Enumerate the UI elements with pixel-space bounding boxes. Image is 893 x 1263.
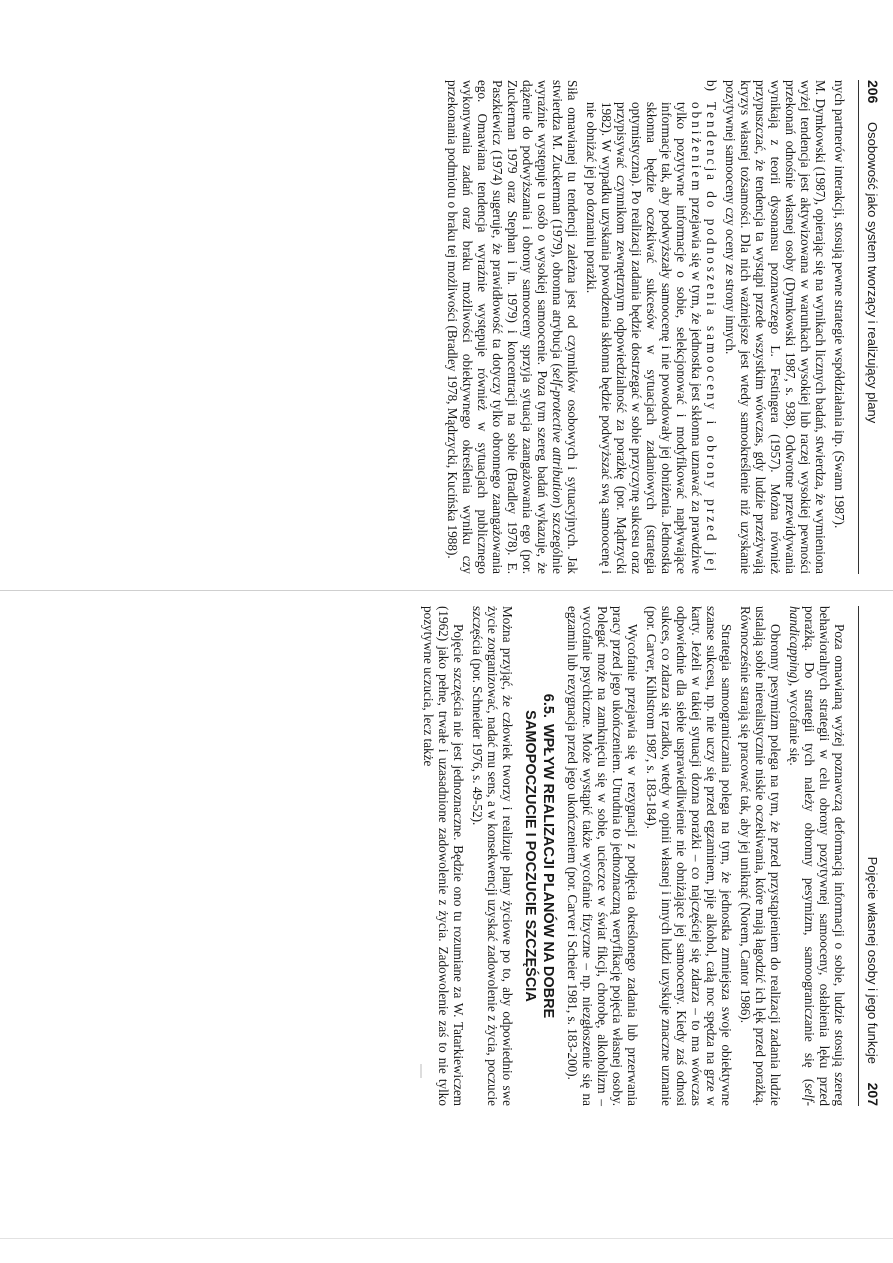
page-fold-line [0, 590, 893, 591]
text-run: ), wycofanie się. [787, 678, 802, 766]
right-running-head [858, 606, 885, 1106]
left-page [0, 80, 893, 574]
paragraph: Obronny pesymizm polega na tym, że przed przystąpieniem do realizacji zadania ludzie ustalają sobie nierealistycznie niskie oczekiwania, które mają łagodzić ich lęk przed porażką. Równocześnie starają się pracować tak, aby jej uniknąć (Norem, Cantor 1986). [738, 606, 783, 1106]
list-item-text: przejawia się w tym, że jednostka jest skłonna uznawać za prawdziwe tylko pozytywne informacje o sobie, selekcjonować i modyfikować napływające informacje tak, aby podwyższały samoocenę i nie powodowały jej obniżenia. Jednostka skłonna będzie oczekiwać sukcesów w sytuacjach zadaniowych (strategia optymistyczna). Po realizacji zadania będzie dostrzegać w sobie przyczynę sukcesu oraz przypisywać czynnikom zewnętrznym odpowiedzialność za porażkę (por. Mądrzycki 1982). W wypadku uzyskania powodzenia skłonna będzie podwyższać swą samoocenę i nie obniżać jej po doznaniu porażki. [584, 102, 704, 574]
scan-mark-icon [419, 1064, 423, 1078]
list-item-b [584, 80, 719, 574]
section-heading [521, 606, 557, 1106]
italic-term: self-handicapping [787, 606, 817, 1106]
page-number-right: 207 [865, 1082, 881, 1106]
emphasized-term: Tendencja do podnoszenia samooceny i obrony przed jej obniżeniem [689, 102, 719, 574]
left-page-body [441, 80, 847, 574]
text-run: Siła omawianej tu tendencji zależna jest od czynników osobowych i sytuacyjnych. Jak stwierdza M. Zuckerman (1979), obronna atrybucja ( [550, 80, 580, 574]
scan-edge-line [0, 1238, 893, 1239]
paragraph [787, 606, 847, 1106]
text-run: ) szczególnie wyraźnie występuje u osób o wysokiej samoocenie. Poza tym szereg badań wykazuje, że dążenie do podwyższania i obrony samooceny sprzyja sytuacja zaangażowania ego (por. Zuckerman 1979 oraz Stephan i in. 1979) i koncentracji na sobie (Bradley 1978). E. Paszkiewicz (1974) sugeruje, że prawidłowość ta dotyczy tylko obronnego zaangażowania ego. Omawiana tendencja wyraźnie występuje również w sytuacjach publicznego wykonywania zadań oraz braku możliwości obiektywnego określenia wyniku czy przekonania podmiotu o braku tej możliwości (Bradley 1978, Mądrzycki, Kucińska 1988). [445, 80, 565, 574]
paragraph [445, 80, 580, 574]
paragraph: Wycofanie przejawia się w rezygnacji z podjęcia określonego zadania lub przerwania pracy przed jego ukończeniem. Utrudnia to jednoznaczną weryfikację pojęcia własnej osoby. Polegać może na zamknięciu się w sobie, ucieczce w świat fikcji, chorobę, alkoholizm – wycofanie psychiczne. Może wystąpić także wycofanie fizyczne – np. niezgłoszenie się na egzamin lub rezygnacja przed jego ukończeniem (por. Carver i Scheier 1981, s. 183-200). [565, 606, 640, 1106]
paragraph: Pojęcie szczęścia nie jest jednoznaczne. Będzie ono tu rozumiane za W. Tatarkiewiczem (1962) jako pełne, trwałe i uzasadnione zadowolenie z życia. Zadowolenie zaś to nie tylko pozytywne uczucia, lecz także [421, 606, 466, 1106]
right-page [0, 606, 893, 1106]
paragraph: Strategia samoograniczania polega na tym, że jednostka zmniejsza swoje obiektywne szanse sukcesu, np. nie uczy się przed egzaminem, pije alkohol, całą noc spędza na grze w karty. Jeżeli w takiej sytuacji dozna porażki – co najczęściej się zdarza – to ma wówczas odpowiednie dla siebie usprawiedliwienie nie obniżające jej samooceny. Kiedy zaś odnosi sukces, co zdarza się rzadko, wtedy w opinii własnej i innych ludzi uzyskuje znaczne uznanie (por. Carver, Kihlstrom 1987, s. 183-184). [644, 606, 734, 1106]
right-page-body [417, 606, 847, 1106]
text-run: Poza omawianą wyżej poznawczą deformacją informacji o sobie, ludzie stosują szereg behawioralnych strategii w celu obrony pozytywnej samooceny, osłabienia lęku przed porażką. Do strategii tych należy obronny pesymizm, samoograniczanie się ( [802, 606, 847, 1106]
paragraph: nych partnerów interakcji, stosują pewne strategie współdziałania itp. (Swann 1987). [832, 80, 847, 529]
paragraph: Można przyjąć, że człowiek tworzy i realizuje plany życiowe po to, aby odpowiednio swe życie zorganizować, nadać mu sens, a w konsekwencji uzyskać zadowolenie z życia, poczucie szczęścia (por. Schneider 1976, s. 49-52). [470, 606, 515, 1106]
section-title-line-2: SAMOPOCZUCIE I POCZUCIE SZCZĘŚCIA [522, 710, 538, 1002]
left-running-head [858, 80, 885, 574]
page-number-left: 206 [865, 80, 881, 104]
italic-term: self-protective attribution [550, 367, 565, 504]
list-item-label: b) [704, 80, 719, 91]
section-number: 6.5. [540, 693, 556, 718]
section-title-line-1: WPŁYW REALIZACJI PLANÓW NA DOBRE [540, 723, 556, 1019]
running-title-right: Pojęcie własnej osoby i jego funkcje [865, 856, 880, 1064]
paragraph: M. Dymkowski (1987), opierając się na wynikach licznych badań, stwierdza, że wymieniona wyżej tendencja jest aktywizowana w warunkach wysokiej lub raczej wysokiej pewności przekonań odnośnie własnej osoby (Dymkowski 1987, s. 938). Odwrotne przewidywania wynikają z teorii dysonansu poznawczego L. Festingera (1957). Można również przypuszczać, że tendencja ta wystąpi przede wszystkim wówczas, gdy ludzie przeżywają kryzys własnej tożsamości. Dla nich ważniejsze jest wtedy samookreślenie niż uzyskanie pozytywnej samooceny czy oceny ze strony innych. [723, 80, 828, 574]
running-title-left: Osobowość jako system tworzący i realizujący plany [865, 122, 880, 424]
